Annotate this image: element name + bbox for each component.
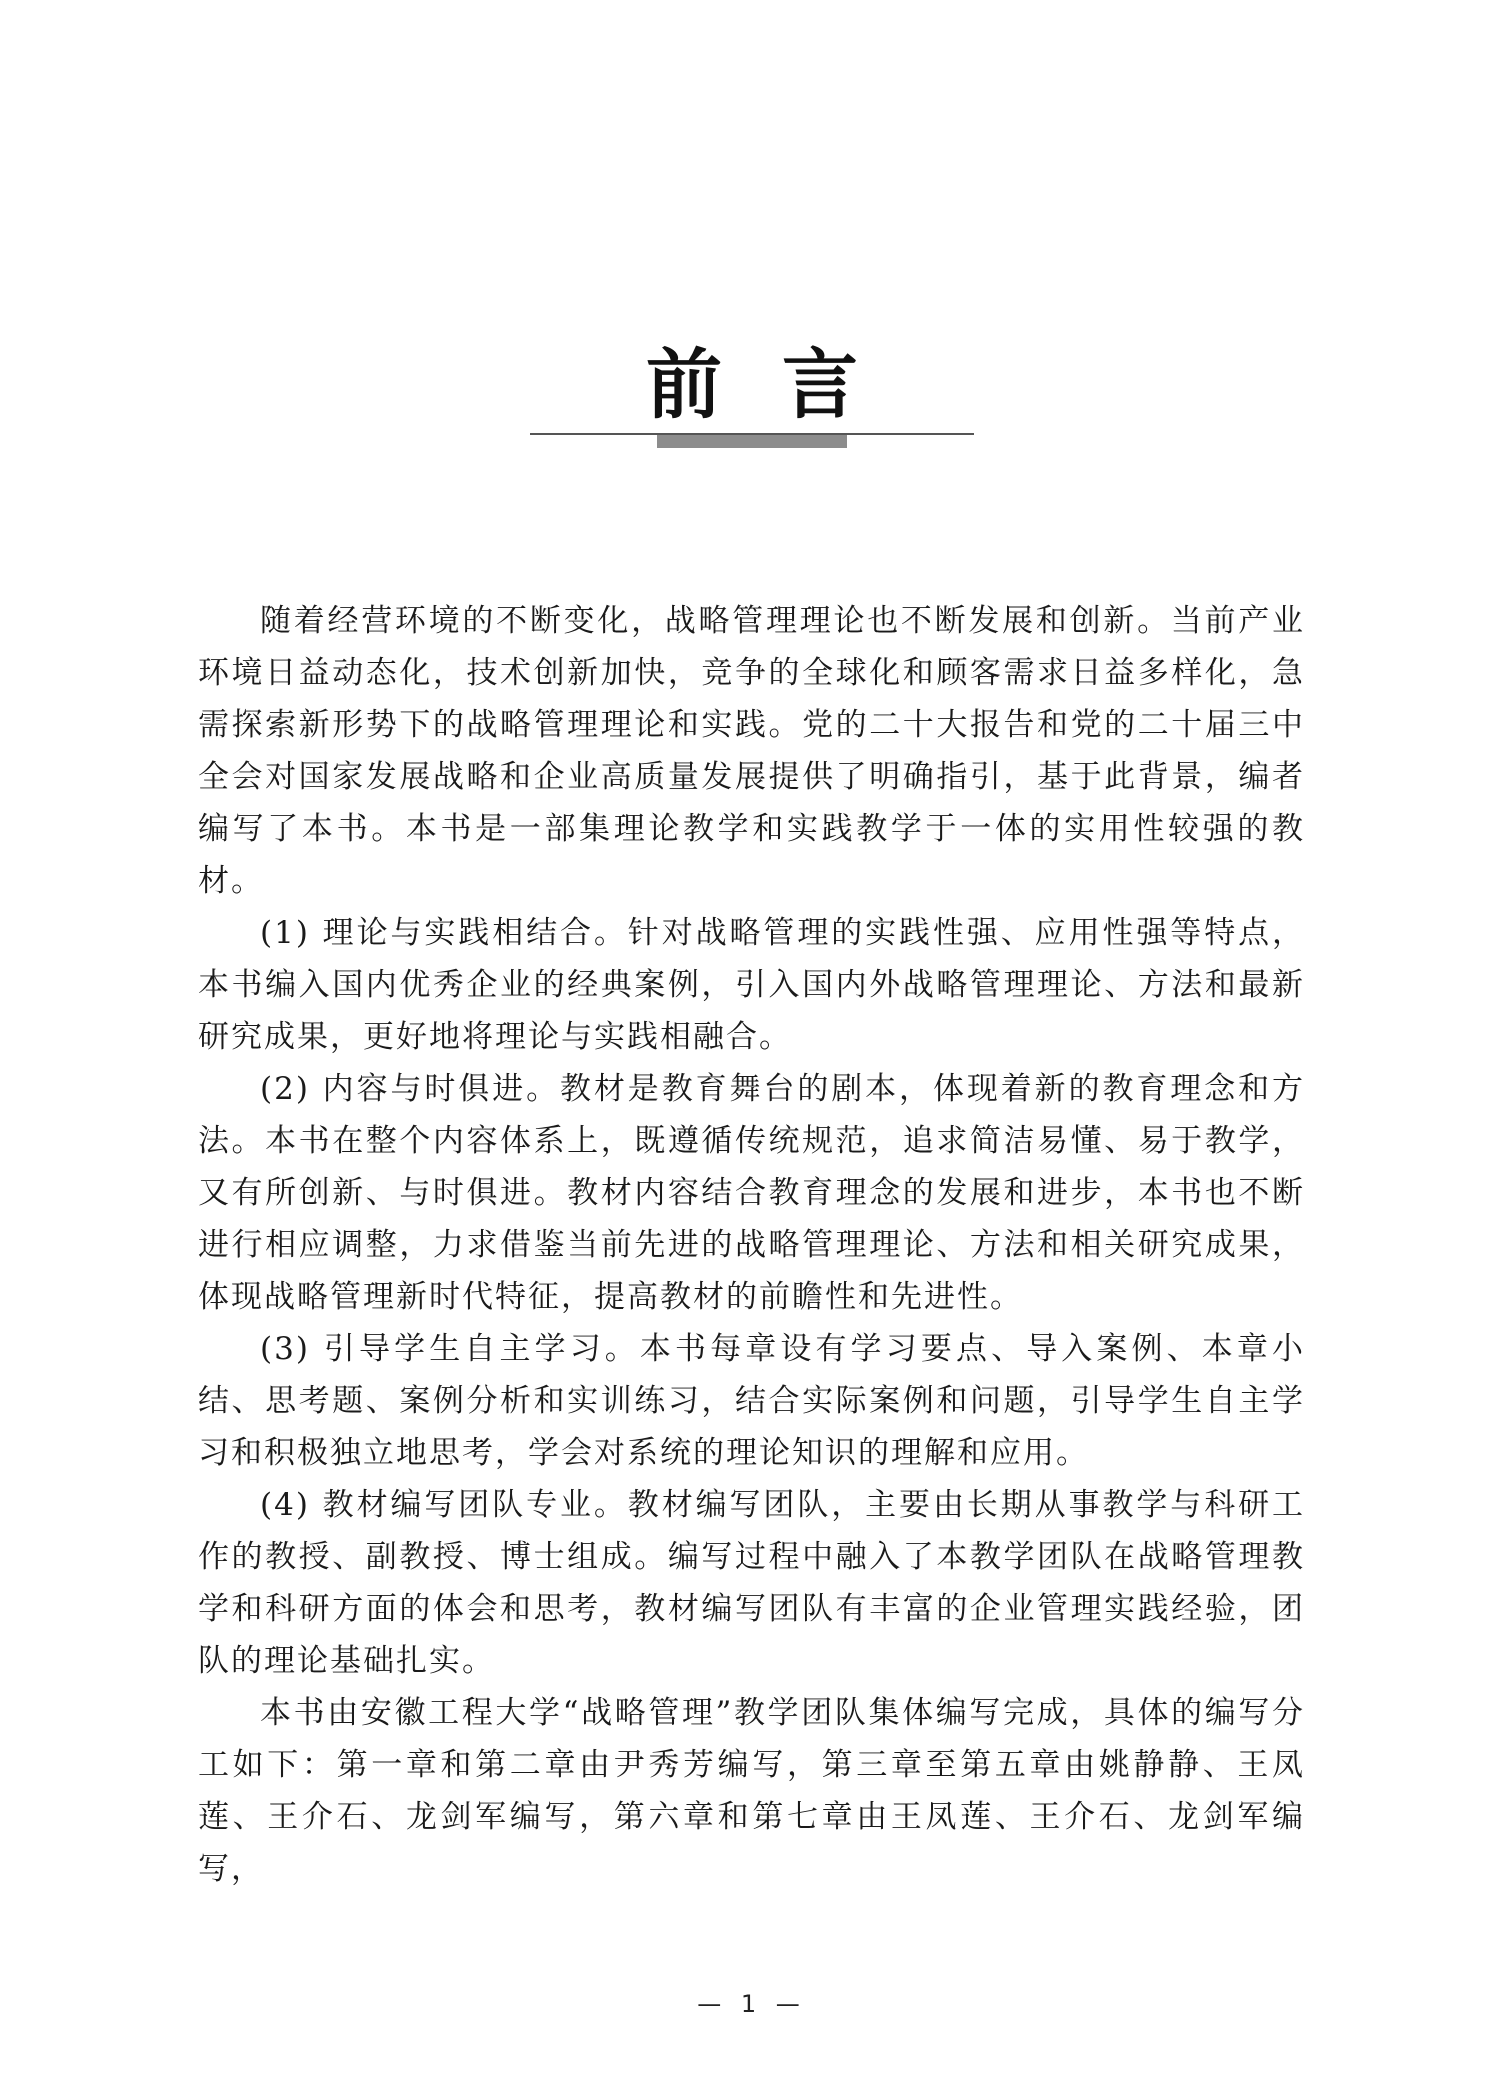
body-text [198,595,1305,1895]
paragraph-intro: 随着经营环境的不断变化，战略管理理论也不断发展和创新。当前产业环境日益动态化，技术创新加快，竞争的全球化和顾客需求日益多样化，急需探索新形势下的战略管理理论和实践。党的二十大报告和党的二十届三中全会对国家发展战略和企业高质量发展提供了明确指引，基于此背景，编者编写了本书。本书是一部集理论教学和实践教学于一体的实用性较强的教材。 [198,603,1305,899]
paragraph-point-2: (2) 内容与时俱进。教材是教育舞台的剧本，体现着新的教育理念和方法。本书在整个内容体系上，既遵循传统规范，追求简洁易懂、易于教学，又有所创新、与时俱进。教材内容结合教育理念的发展和进步，本书也不断进行相应调整，力求借鉴当前先进的战略管理理论、方法和相关研究成果，体现战略管理新时代特征，提高教材的前瞻性和先进性。 [198,1071,1305,1315]
page-title: 前言 [646,340,918,429]
title-block [0,340,1503,460]
paragraph-point-3: (3) 引导学生自主学习。本书每章设有学习要点、导入案例、本章小结、思考题、案例分析和实训练习，结合实际案例和问题，引导学生自主学习和积极独立地思考，学会对系统的理论知识的理解和应用。 [198,1331,1305,1471]
paragraph-authors: 本书由安徽工程大学“战略管理”教学团队集体编写完成，具体的编写分工如下：第一章和第二章由尹秀芳编写，第三章至第五章由姚静静、王凤莲、王介石、龙剑军编写，第六章和第七章由王凤莲、王介石、龙剑军编写， [198,1695,1305,1887]
paragraph-point-4: (4) 教材编写团队专业。教材编写团队，主要由长期从事教学与科研工作的教授、副教授、博士组成。编写过程中融入了本教学团队在战略管理教学和科研方面的体会和思考，教材编写团队有丰富的企业管理实践经验，团队的理论基础扎实。 [198,1487,1305,1679]
page-number: — 1 — [697,1990,806,2018]
paragraph-point-1: (1) 理论与实践相结合。针对战略管理的实践性强、应用性强等特点，本书编入国内优秀企业的经典案例，引入国内外战略管理理论、方法和最新研究成果，更好地将理论与实践相融合。 [198,915,1305,1055]
title-accent-bar [657,435,847,448]
